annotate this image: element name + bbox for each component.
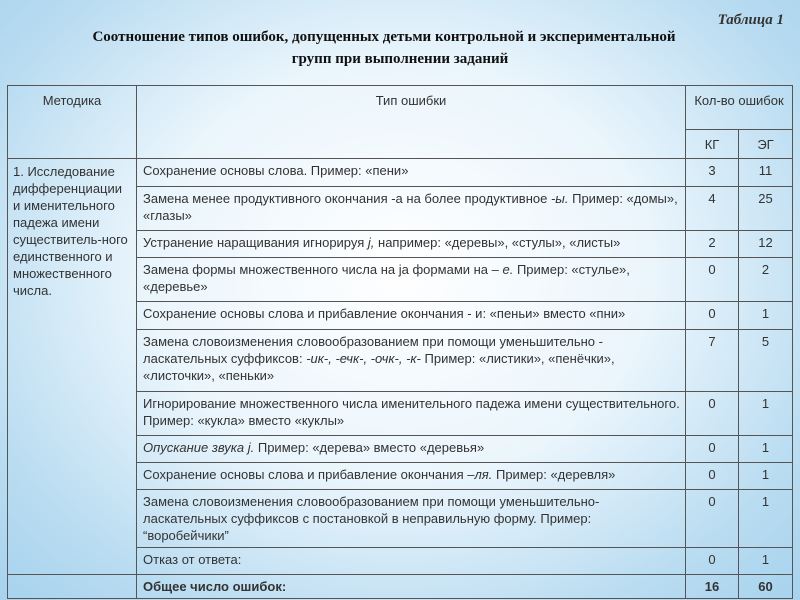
eg-count-cell: 1 [739, 548, 793, 575]
error-type-text-end: Пример: «дерева» вместо «деревья» [254, 440, 485, 455]
eg-count-cell: 2 [739, 258, 793, 302]
total-eg-cell: 60 [739, 575, 793, 599]
eg-count-cell: 1 [739, 463, 793, 490]
kg-count-cell: 0 [686, 392, 739, 436]
error-type-italic-text: -ик-, -ечк-, -очк-, -к- [306, 351, 421, 366]
title-line-2: групп при выполнении заданий [291, 51, 509, 67]
total-row [8, 575, 793, 599]
error-type-text-end: Пример: «домы», «глазы» [143, 191, 678, 223]
error-type-text: Замена словоизменения словообразованием при помощи уменьшительно - ласкательных суффиксов: [143, 334, 603, 366]
total-method-cell [8, 575, 137, 599]
error-type-cell [137, 392, 686, 436]
error-types-table [7, 85, 793, 599]
header-error-count: Кол-во ошибок [686, 86, 793, 130]
error-type-text: Сохранение основы слова. Пример: «пени» [143, 163, 409, 178]
eg-count-cell: 1 [739, 436, 793, 463]
table-number-label: Таблица 1 [717, 12, 784, 28]
kg-count-cell: 0 [686, 548, 739, 575]
error-type-cell [137, 187, 686, 231]
error-type-cell [137, 436, 686, 463]
error-type-text: Игнорирование множественного числа именительного падежа имени существительного. Пример: «кукла» вместо «куклы» [143, 396, 680, 428]
error-type-cell [137, 463, 686, 490]
error-type-text-end: Пример: «деревля» [492, 467, 616, 482]
kg-count-cell: 0 [686, 463, 739, 490]
title-line-1: Соотношение типов ошибок, допущенных детьми контрольной и экспериментальной [92, 29, 676, 45]
eg-count-cell: 5 [739, 330, 793, 392]
kg-count-cell: 0 [686, 302, 739, 330]
error-type-cell [137, 490, 686, 548]
total-kg-cell: 16 [686, 575, 739, 599]
error-type-text: Замена формы множественного числа на ja формами на – [143, 262, 503, 277]
error-type-cell [137, 330, 686, 392]
eg-count-cell: 1 [739, 392, 793, 436]
error-type-text: Устранение наращивания игнорируя [143, 235, 368, 250]
kg-count-cell: 3 [686, 159, 739, 187]
error-type-text-end: Пример: «стулье», «деревье» [143, 262, 630, 294]
header-method: Методика [8, 86, 137, 159]
total-label-cell: Общее число ошибок: [137, 575, 686, 599]
error-type-italic-text: -ы. [550, 191, 569, 206]
kg-count-cell: 0 [686, 490, 739, 548]
kg-count-cell: 2 [686, 231, 739, 258]
error-type-text: Сохранение основы слова и прибавление окончания [143, 467, 468, 482]
kg-count-cell: 0 [686, 258, 739, 302]
kg-count-cell: 7 [686, 330, 739, 392]
header-kg: КГ [686, 130, 739, 159]
error-type-italic-text: j, [367, 235, 375, 250]
eg-count-cell: 11 [739, 159, 793, 187]
error-type-text-end: Пример: «листики», «пенёчки», «листочки», «пеньки» [143, 351, 615, 383]
error-type-cell [137, 302, 686, 330]
error-type-italic-text: е. [502, 262, 514, 277]
error-type-text: Сохранение основы слова и прибавление окончания - и: «пеньи» вместо «пни» [143, 306, 626, 321]
method-cell: 1. Исследование дифференциации и именительного падежа имени существитель-ного единственного и множественного числа. [8, 159, 137, 575]
error-type-text: Отказ от ответа: [143, 552, 242, 567]
error-type-italic-text: –ля. [467, 467, 493, 482]
document-title [20, 26, 780, 70]
kg-count-cell: 4 [686, 187, 739, 231]
error-type-cell [137, 159, 686, 187]
eg-count-cell: 1 [739, 302, 793, 330]
error-type-text: Замена менее продуктивного окончания -а на более продуктивное [143, 191, 551, 206]
error-type-italic-text: Опускание звука j. [143, 440, 255, 455]
error-type-text: Замена словоизменения словообразованием при помощи уменьшительно-ласкательных суффиксов с постановкой в неправильную форму. Пример: “воробейчики” [143, 494, 600, 543]
table-row [8, 159, 793, 187]
error-type-cell [137, 258, 686, 302]
header-eg: ЭГ [739, 130, 793, 159]
eg-count-cell: 25 [739, 187, 793, 231]
eg-count-cell: 1 [739, 490, 793, 548]
error-type-cell [137, 231, 686, 258]
eg-count-cell: 12 [739, 231, 793, 258]
error-type-text-end: например: «деревы», «стулы», «листы» [374, 235, 621, 250]
kg-count-cell: 0 [686, 436, 739, 463]
error-type-cell [137, 548, 686, 575]
header-error-type: Тип ошибки [137, 86, 686, 159]
